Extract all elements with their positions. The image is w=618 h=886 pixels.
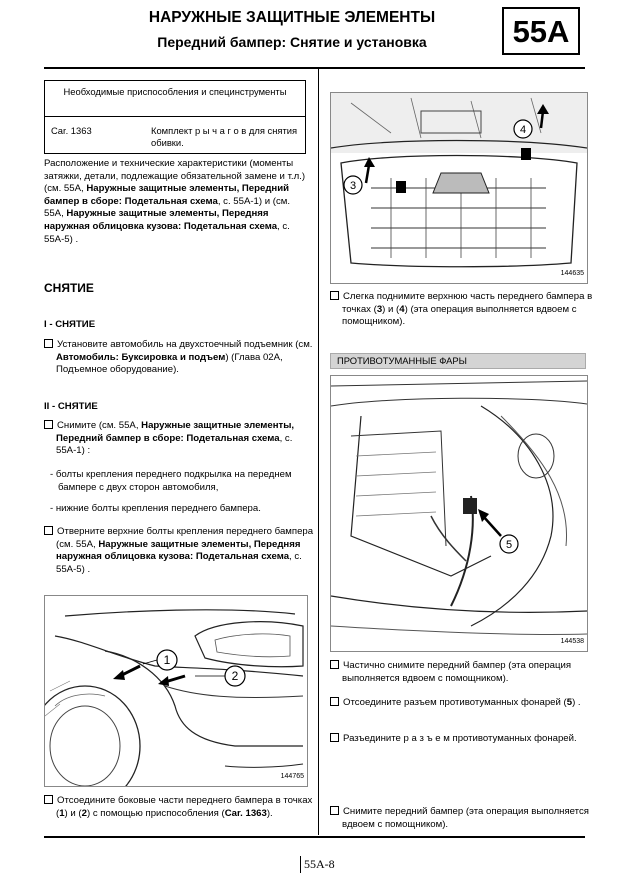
callout-5: 5 — [505, 539, 513, 551]
tools-table — [44, 80, 306, 154]
callout-1: 1 — [163, 653, 171, 667]
checkbox-icon — [44, 420, 53, 429]
checkbox-icon — [330, 291, 339, 300]
fog-lights-heading: ПРОТИВОТУМАННЫЕ ФАРЫ — [330, 353, 586, 369]
checkbox-icon — [330, 660, 339, 669]
callout-3: 3 — [349, 180, 357, 192]
removal-heading: СНЯТИЕ — [44, 281, 94, 295]
checkbox-icon — [330, 697, 339, 706]
section-code: 55A — [502, 7, 580, 55]
top-rule — [44, 67, 585, 69]
checkbox-icon — [330, 733, 339, 742]
step5-text: Слегка поднимите верхнюю часть переднего бампера в точках (3) и (4) (эта операция выполняется вдвоем с помощником). — [330, 291, 598, 329]
callout-2: 2 — [231, 669, 239, 683]
checkbox-icon — [44, 795, 53, 804]
figure-number: 144538 — [560, 638, 584, 646]
step9-text: Снимите передний бампер (эта операция выполняется вдвоем с помощником). — [330, 806, 598, 831]
intro-text: Расположение и технические характеристики (моменты затяжки, детали, подлежащие обязательной замене и т.л.) (см. 55А, Наружные защитные элементы, Передний бампер в сборе: Подетальная схема, с. 55А-1) и (см. 55А, Наружные защитные элементы, Передняя наружная облицовка кузова: Подетальная схема, с. 55А-5) . — [44, 158, 306, 245]
callout-4: 4 — [519, 124, 527, 136]
bottom-rule — [44, 836, 585, 838]
step1-heading: I - СНЯТИЕ — [44, 319, 96, 330]
figure-bumper-side — [44, 595, 308, 787]
checkbox-icon — [44, 339, 53, 348]
step8-text: Разъедините р а з ъ е м противотуманных фонарей. — [330, 733, 598, 746]
step7-text: Отсоедините разъем противотуманных фонарей (5) . — [330, 697, 598, 710]
step2-dash1: - болты крепления переднего подкрылка на переднем бампере с двух сторон автомобиля, — [50, 469, 292, 493]
tools-heading: Необходимые приспособления и специнструменты — [45, 81, 305, 117]
step1-text: Установите автомобиль на двухстоечный подъемник (см. Автомобиль: Буксировка и подъем) (Глава 02А, Подъемное оборудование). — [44, 339, 318, 377]
step2-heading: II - СНЯТИЕ — [44, 401, 98, 412]
tool-desc: Комплект р ы ч а г о в для снятия обивки. — [151, 125, 298, 148]
figure-number: 144765 — [280, 773, 304, 781]
step6-text: Частично снимите передний бампер (эта операция выполняется вдвоем с помощником). — [330, 660, 598, 685]
checkbox-icon — [330, 806, 339, 815]
page-subtitle: Передний бампер: Снятие и установка — [157, 34, 427, 50]
figure-number: 144635 — [560, 270, 584, 278]
page-number: 55A-8 — [304, 857, 335, 871]
tool-ref: Car. 1363 — [51, 125, 92, 136]
column-divider — [318, 69, 319, 835]
page-title: НАРУЖНЫЕ ЗАЩИТНЫЕ ЭЛЕМЕНТЫ — [148, 9, 436, 26]
figure-fog-connector — [330, 375, 588, 652]
page-number-bar — [300, 856, 301, 873]
step3-text: Отверните верхние болты крепления переднего бампера (см. 55А, Наружные защитные элементы, Передняя наружная облицовка кузова: Подетальная схема, с. 55А-5) . — [44, 526, 318, 576]
step2-text: Снимите (см. 55А, Наружные защитные элементы, Передний бампер в сборе: Подетальная схема, с. 55А-1) : — [44, 420, 318, 458]
figure-bumper-top — [330, 92, 588, 284]
step4-text: Отсоедините боковые части переднего бампера в точках (1) и (2) с помощью приспособления (Car. 1363). — [44, 795, 318, 820]
checkbox-icon — [44, 526, 53, 535]
step2-dash2: - нижние болты крепления переднего бампера. — [50, 503, 261, 514]
